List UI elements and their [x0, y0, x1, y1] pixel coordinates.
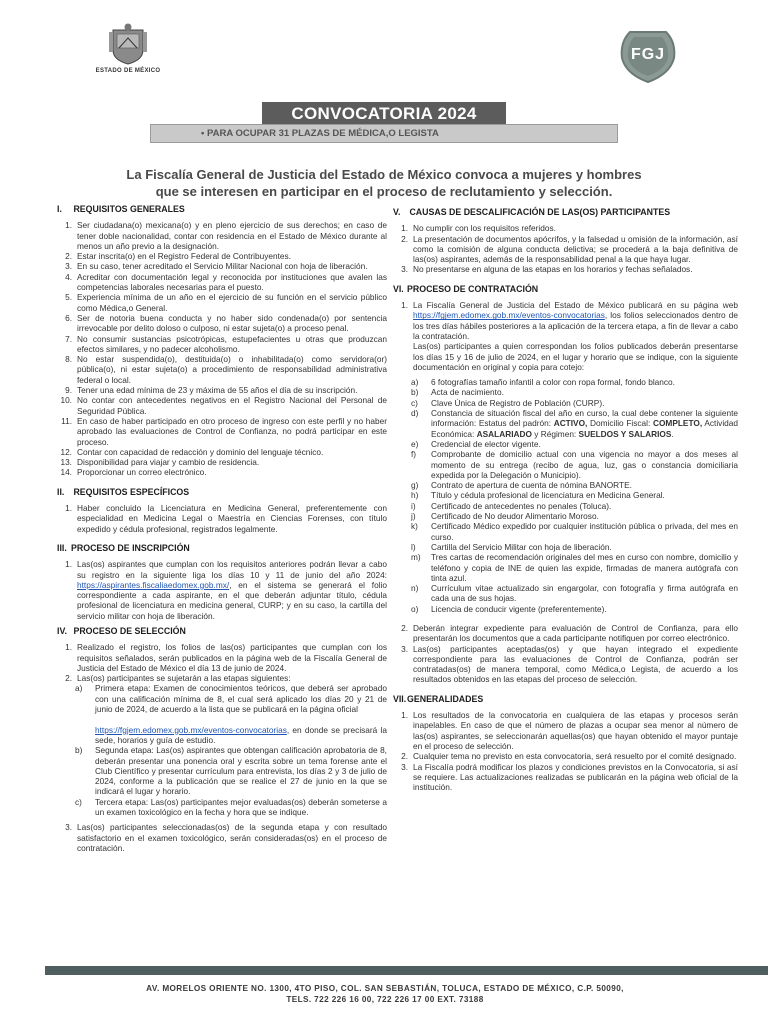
list-item: 2. Deberán integrar expediente para evaluación de Control de Confianza, para ello presentarán los documentos que a cada participante notifiquen por correo electrónico.: [401, 622, 738, 644]
list-item: 5. Experiencia mínima de un año en el ejercicio de su función en el servicio público como Médica,o General.: [65, 292, 387, 313]
list-item: 3. No presentarse en alguna de las etapas en los horarios y fechas señalados.: [401, 264, 693, 275]
fgj-logo: [618, 28, 678, 89]
left-column: [57, 204, 387, 853]
proceso-seleccion-list: [57, 642, 387, 853]
list-item: 13. Disponibilidad para viajar y cambio de residencia.: [60, 457, 260, 468]
list-item: 8. No estar suspendida(o), destituida(o) o inhabilitada(o) como servidora(or) pública(o), ni estar sujeta(o) a procedimiento de responsabilidad administrativa federal o local.: [65, 354, 387, 385]
proceso-contratacion-list: [393, 300, 738, 685]
coat-of-arms-icon: [105, 22, 151, 66]
list-item: 1. Ser ciudadana(o) mexicana(o) y en pleno ejercicio de sus derechos; en caso de tener doble nacionalidad, contar con residencia en el Estado de México durante al menos un año previo a la designación.: [65, 220, 387, 251]
seal-caption: ESTADO DE MÉXICO: [95, 68, 161, 74]
list-item: 1. No cumplir con los requisitos referidos.: [401, 223, 556, 234]
list-subitem: j) Certificado de No deudor Alimentario Moroso.: [411, 511, 599, 522]
right-column: [393, 207, 738, 792]
footer-divider: [45, 966, 768, 975]
causas-descalificacion-list: [393, 223, 738, 274]
list-item: 1. Haber concluido la Licenciatura en Medicina General, preferentemente con especialidad en Medicina Legal o Maestría en Ciencias Forenses, con título expedido y cédula profesional, registrados legalmente.: [65, 503, 387, 534]
list-item: 2. Cualquier tema no previsto en esta convocatoria, será resuelto por el comité designado.: [401, 751, 737, 762]
list-item: 3. Las(os) participantes seleccionadas(os) de la segunda etapa y con resultado satisfactorio en el examen toxicológico, serán consideradas(os) en el proceso de contratación.: [65, 822, 387, 853]
list-item: 1. La Fiscalía General de Justicia del Estado de México publicará en su página web https://fgjem.edomex.gob.mx/eventos-convocatorias, los folios seleccionados dentro de los tres días hábiles posteriores a la aplicación de la tercera etapa, a fin de llevar a cabo la contratación. Las(os) participantes a quien correspondan los folios publicados deberán presentarse los días 15 y 16 de julio de 2024, en el lugar y horario que se indique, con la siguiente documentación en original y copia para cotejo:: [401, 300, 738, 372]
section-heading-requisitos-generales: I. REQUISITOS GENERALES: [57, 204, 185, 214]
list-subitem: n) Currículum vitae actualizado sin engargolar, con fotografía y firma autógrafa en cada una de sus hojas.: [411, 583, 738, 604]
generalidades-list: [393, 710, 738, 792]
list-item: 6. Ser de notoria buena conducta y no haber sido condenada(o) por sentencia irrevocable por delito doloso o culposo, ni estar sujeta(o) a proceso penal.: [65, 312, 387, 334]
requisitos-generales-list: [57, 220, 387, 477]
fgjem-convocatorias-link[interactable]: https://fgjem.edomex.gob.mx/eventos-convocatorias: [95, 724, 287, 735]
footer-line-2: TELS. 722 226 16 00, 722 226 17 00 EXT. 73188: [286, 995, 484, 1004]
proceso-inscripcion-list: [57, 559, 387, 621]
section-heading-proceso-contratacion: VI. PROCESO DE CONTRATACIÓN: [393, 283, 539, 294]
list-item: 4. Acreditar con documentación legal y reconocida por instituciones que avalen las competencias laborales necesarias para el puesto.: [65, 271, 387, 293]
section-heading-proceso-seleccion: IV. PROCESO DE SELECCIÓN: [57, 625, 186, 636]
list-subitem: i) Certificado de antecedentes no penales (Toluca).: [411, 500, 612, 511]
fgj-logo-text: FGJ: [630, 46, 666, 63]
list-subitem: b) Acta de nacimiento.: [411, 387, 504, 398]
section-heading-proceso-inscripcion: III. PROCESO DE INSCRIPCIÓN: [57, 542, 190, 553]
intro-line-1: La Fiscalía General de Justicia del Estado de México convoca a mujeres y hombres: [126, 167, 642, 182]
list-item: 3. En su caso, tener acreditado el Servicio Militar Nacional con hoja de liberación.: [65, 261, 368, 272]
list-item: 2. La presentación de documentos apócrifos, y la falsedad u omisión de la información, así como la comisión de alguna conducta delictiva; se procederá a la baja definitiva de las(os) aspirantes, además de la responsabilidad penal a la que haya lugar.: [401, 233, 738, 265]
section-heading-requisitos-especificos: II. REQUISITOS ESPECÍFICOS: [57, 486, 190, 497]
requisitos-especificos-list: [57, 503, 387, 534]
aspirantes-registration-link[interactable]: https://aspirantes.fiscaliaedomex.gob.mx/: [77, 579, 230, 590]
list-subitem: f) Comprobante de domicilio actual con una vigencia no mayor a dos meses al momento de su entrega (recibo de agua, luz, gas o constancia domiciliaria expedida por la Delegación o Municipio).: [411, 449, 738, 480]
list-item: 3. Las(os) participantes aceptadas(os) y que hayan integrado el expediente correspondiente para las evaluaciones de Control de Confianza, podrán ser contratadas(os) de manera temporal, como Médica,o Legista, de acuerdo a los resultados obtenidos en las etapas del proceso de selección.: [401, 643, 738, 685]
list-subitem: c) Tercera etapa: Las(os) participantes mejor evaluadas(os) deberán someterse a un examen toxicológico en la fecha y hora que se indique.: [75, 796, 387, 818]
list-item: 9. Tener una edad mínima de 23 y máxima de 55 años el día de su inscripción.: [65, 385, 358, 396]
fgjem-convocatorias-link[interactable]: https://fgjem.edomex.gob.mx/eventos-convocatorias: [413, 310, 605, 321]
footer-address: [40, 983, 730, 1005]
intro-line-2: que se interesen en participar en el proceso de reclutamiento y selección.: [155, 184, 613, 199]
list-item: 2. Estar inscrita(o) en el Registro Federal de Contribuyentes.: [65, 251, 291, 262]
list-item: 7. No consumir sustancias psicotrópicas, estupefacientes u otras que produzcan efectos similares, y no padecer alcoholismo.: [65, 333, 387, 354]
intro-text: [64, 166, 704, 200]
list-subitem: g) Contrato de apertura de cuenta de nómina BANORTE.: [411, 480, 632, 491]
list-item: 10. No contar con antecedentes negativos en el Registro Nacional del Personal de Seguridad Pública.: [60, 395, 387, 416]
list-subitem: d) Constancia de situación fiscal del año en curso, la cual debe contener la siguiente información: Estatus del padrón: ACTIVO, Domicilio Fiscal: COMPLETO, Actividad Económica: ASALARIADO y Régimen: SUELDOS Y SALARIOS.: [411, 408, 739, 439]
list-subitem: h) Título y cédula profesional de licenciatura en Medicina General.: [411, 490, 665, 501]
list-item: 1. Realizado el registro, los folios de las(os) participantes que cumplan con los requisitos señalados, serán publicados en la página web de la Fiscalía General de Justicia del Estado de México el día 13 de junio de 2024.: [65, 642, 387, 673]
list-item: 3. La Fiscalía podrá modificar los plazos y condiciones previstos en la Convocatoria, si así se requiere. Las actualizaciones realizadas se publicarán en la página web oficial de la institución.: [401, 761, 738, 793]
page-subtitle: • PARA OCUPAR 31 PLAZAS DE MÉDICA,O LEGISTA: [150, 124, 618, 143]
list-item: 12. Contar con capacidad de redacción y dominio del lenguaje técnico.: [60, 446, 324, 457]
list-subitem: a) Primera etapa: Examen de conocimientos teóricos, que deberá ser aprobado con una calificación mínima de 8, el cual será aplicado los días 20 y 21 de junio de 2024, de acuerdo a la lista que se publicará en la página oficial https://fgjem.edomex.gob.mx/eventos-convocatorias, en donde se precisará la sede, horarios y guía de estudio.: [75, 683, 387, 745]
list-item: 11. En caso de haber participado en otro proceso de ingreso con este perfil y no haber aprobado las evaluaciones de Control de Confianza, no podrá participar en este proceso.: [61, 415, 387, 447]
page-title: CONVOCATORIA 2024: [262, 102, 506, 126]
list-subitem: m) Tres cartas de recomendación originales del mes en curso con nombre, domicilio y teléfono y copia de INE de quien las expide, firmadas de manera autógrafa con tinta azul.: [411, 552, 738, 583]
estado-de-mexico-seal: [78, 22, 178, 84]
list-item: 1. Las(os) aspirantes que cumplan con los requisitos anteriores podrán llevar a cabo su registro en la siguiente liga los días 10 y 11 de junio del año 2024: https://aspirantes.fiscaliaedomex.gob.mx/, en el sistema se generará el folio correspondiente a cada aspirante, en el que deberán adjuntar título, cédula profesional de licenciatura en medicina general, CURP; y en su caso, la cartilla del servicio militar con hoja de liberación.: [65, 559, 387, 621]
list-subitem: o) Licencia de conducir vigente (preferentemente).: [411, 603, 607, 614]
list-subitem: k) Certificado Médico expedido por cualquier institución pública o privada, del mes en curso.: [411, 521, 738, 542]
list-item: 2. Las(os) participantes se sujetarán a las etapas siguientes:: [65, 673, 291, 684]
list-subitem: e) Credencial de elector vigente.: [411, 438, 541, 449]
list-subitem: b) Segunda etapa: Las(os) aspirantes que obtengan calificación aprobatoria de 8, deberán presentar una ponencia oral y escrita sobre un tema forense ante el Club Científico y presentar currículum para entrevista, los días 2 y 3 de julio de 2024, conforme a la publicación que se realice el 27 de junio en la que se indicará el lugar y horario.: [75, 745, 387, 797]
list-subitem: l) Cartilla del Servicio Militar con hoja de liberación.: [411, 541, 612, 552]
section-heading-generalidades: VII.GENERALIDADES: [393, 693, 484, 704]
section-heading-causas-descalificacion: V. CAUSAS DE DESCALIFICACIÓN DE LAS(OS) PARTICIPANTES: [393, 207, 671, 217]
list-subitem: c) Clave Única de Registro de Población (CURP).: [411, 397, 605, 408]
footer-line-1: AV. MORELOS ORIENTE NO. 1300, 4TO PISO, COL. SAN SEBASTIÁN, TOLUCA, ESTADO DE MÉXICO, C.P. 50090,: [146, 984, 624, 993]
list-item: 14. Proporcionar un correo electrónico.: [60, 467, 207, 478]
list-subitem: a) 6 fotografías tamaño infantil a color con ropa formal, fondo blanco.: [411, 377, 675, 388]
list-item: 1. Los resultados de la convocatoria en cualquiera de las etapas y procesos serán inapelables. En caso de que el número de plazas a ocupar sea menor al número de las(os) aspirantes, se seleccionarán aquellas(os) que hayan obtenido el mayor puntaje en el proceso de selección.: [401, 710, 738, 751]
